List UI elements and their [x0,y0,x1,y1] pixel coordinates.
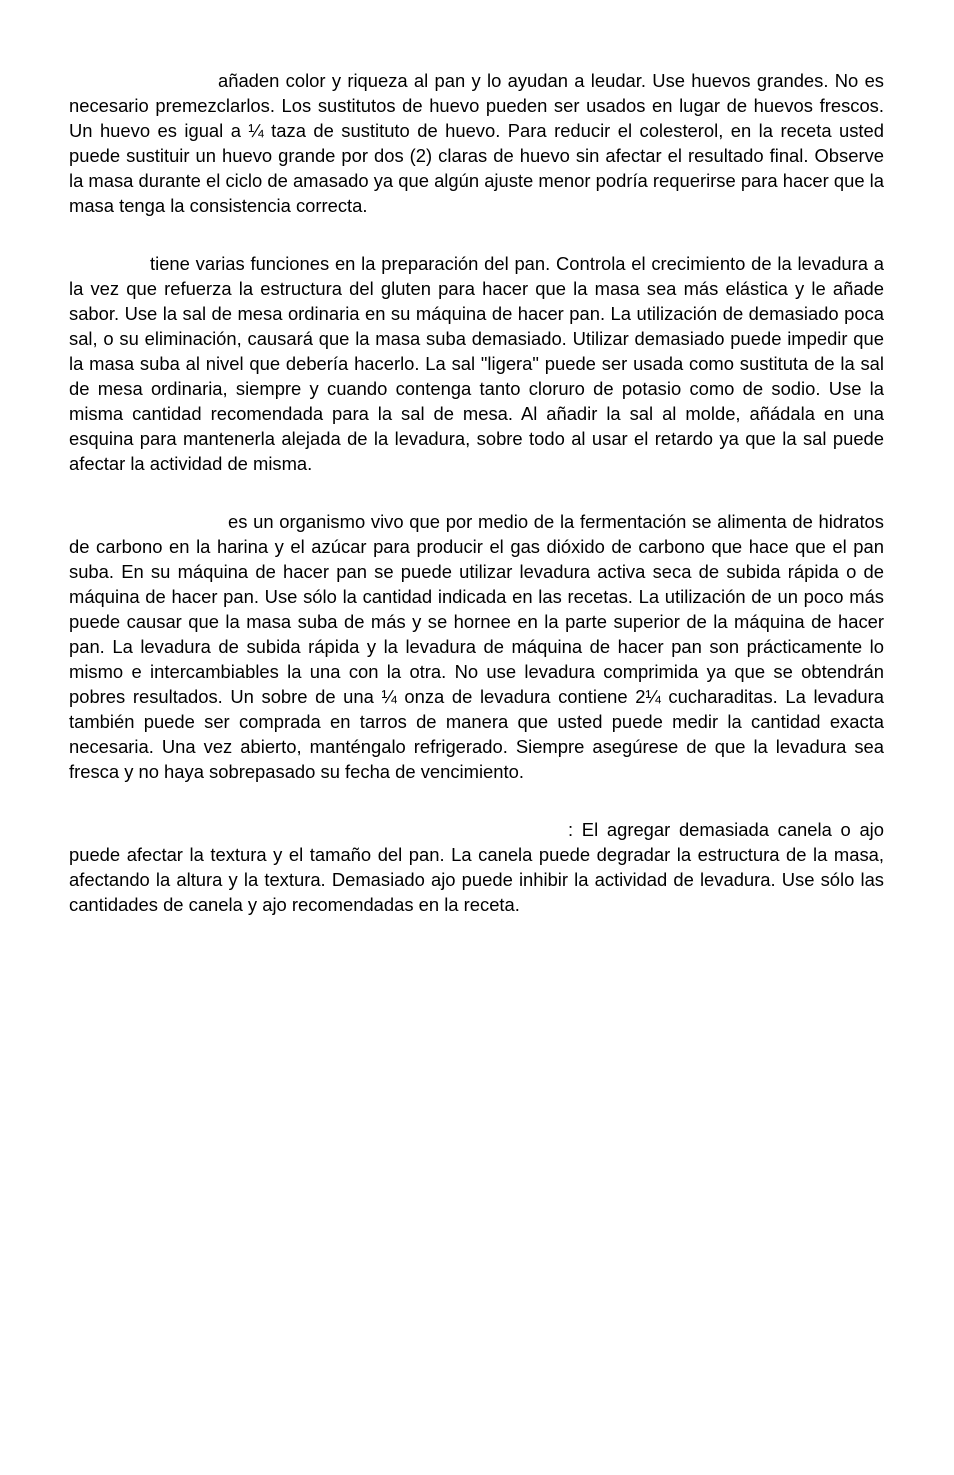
document-page [69,68,884,950]
paragraph-cinnamon-garlic-text: : El agregar demasiada canela o ajo puede afectar la textura y el tamaño del pan. La canela puede degradar la estructura de la masa, afectando la altura y la textura. Demasiado ajo puede inhibir la actividad de levadura. Use sólo las cantidades de canela y ajo recomendadas en la receta. [69,819,884,915]
paragraph-yeast-text: es un organismo vivo que por medio de la fermentación se alimenta de hidratos de carbono en la harina y el azúcar para producir el gas dióxido de carbono que hace que el pan suba. En su máquina de hacer pan se puede utilizar levadura activa seca de subida rápida o de máquina de hacer pan. Use sólo la cantidad indicada en las recetas. La utilización de un poco más puede causar que la masa suba de más y se hornee en la parte superior de la máquina de hacer pan. La levadura de subida rápida y la levadura de máquina de hacer pan son prácticamente lo mismo e intercambiables la una con la otra. No use levadura comprimida ya que se obtendrán pobres resultados. Un sobre de una ¼ onza de levadura contiene 2¼ cucharaditas. La levadura también puede ser comprada en tarros de manera que usted puede medir la cantidad exacta necesaria. Una vez abierto, manténgalo refrigerado. Siempre asegúrese de que la levadura sea fresca y no haya sobrepasado su fecha de vencimiento. [69,511,884,782]
paragraph-eggs-text: añaden color y riqueza al pan y lo ayudan a leudar. Use huevos grandes. No es necesario premezclarlos. Los sustitutos de huevo pueden ser usados en lugar de huevos frescos. Un huevo es igual a ¼ taza de sustituto de huevo. Para reducir el colesterol, en la receta usted puede sustituir un huevo grande por dos (2) claras de huevo sin afectar el resultado final. Observe la masa durante el ciclo de amasado ya que algún ajuste menor podría requerirse para hacer que la masa tenga la consistencia correcta. [69,70,884,216]
paragraph-salt-text: tiene varias funciones en la preparación del pan. Controla el crecimiento de la levadura a la vez que refuerza la estructura del gluten para hacer que la masa sea más elástica y le añade sabor. Use la sal de mesa ordinaria en su máquina de hacer pan. La utilización de demasiado poca sal, o su eliminación, causará que la masa suba demasiado. Utilizar demasiado puede impedir que la masa suba al nivel que debería hacerlo. La sal "ligera" puede ser usada como sustituta de la sal de mesa ordinaria, siempre y cuando contenga tanto cloruro de potasio como de sodio. Use la misma cantidad recomendada para la sal de mesa. Al añadir la sal al molde, añádala en una esquina para mantenerla alejada de la levadura, sobre todo al usar el retardo ya que la sal puede afectar la actividad de misma. [69,253,884,474]
paragraph-yeast [69,509,884,784]
paragraph-eggs [69,68,884,218]
paragraph-salt [69,251,884,476]
paragraph-cinnamon-garlic [69,817,884,917]
